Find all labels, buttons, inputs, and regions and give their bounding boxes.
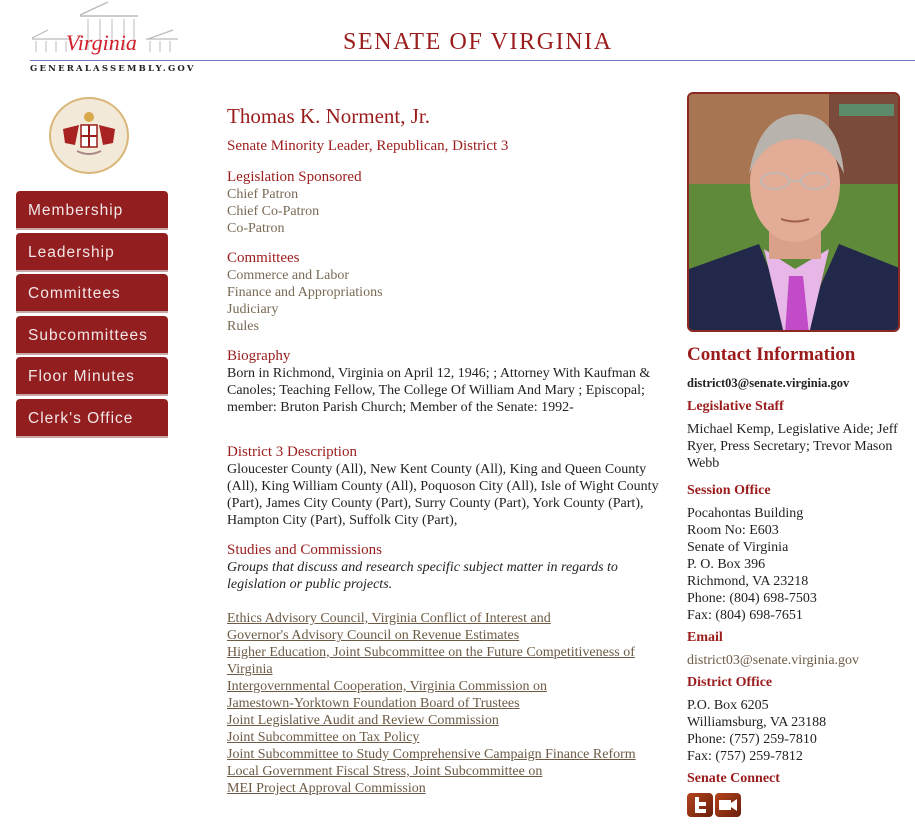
email-link[interactable]: district03@senate.virginia.gov [687, 653, 860, 668]
district-office-fax: Fax: (757) 259-7812 [687, 749, 803, 764]
contact-panel [687, 344, 912, 817]
nav-item-committees[interactable]: Committees [16, 274, 168, 313]
session-office-line: P. O. Box 396 [687, 557, 766, 572]
study-link[interactable]: Governor's Advisory Council on Revenue Estimates [227, 628, 520, 643]
member-name: Thomas K. Norment, Jr. [227, 104, 430, 128]
district-office-line: Williamsburg, VA 23188 [687, 715, 827, 730]
study-link[interactable]: Jamestown-Yorktown Foundation Board of Trustees [227, 696, 520, 711]
legislation-item: Co-Patron [227, 221, 285, 236]
social-links [687, 793, 912, 817]
session-office-line: Room No: E603 [687, 523, 779, 538]
session-office-line: Senate of Virginia [687, 540, 789, 555]
member-subtitle: Senate Minority Leader, Republican, District 3 [227, 138, 509, 154]
district-office-address [687, 697, 912, 765]
header-divider [30, 60, 915, 61]
session-office-fax: Fax: (804) 698-7651 [687, 608, 803, 623]
study-link[interactable]: Intergovernmental Cooperation, Virginia Commission on [227, 679, 547, 694]
studies-description: Groups that discuss and research specific subject matter in regards to legislation or public projects. [227, 560, 618, 592]
session-office-title: Session Office [687, 483, 771, 498]
sidebar-nav [16, 191, 168, 441]
capitol-building-icon [28, 0, 183, 64]
site-title: SENATE OF VIRGINIA [343, 29, 613, 55]
session-office-line: Richmond, VA 23218 [687, 574, 809, 589]
member-photo [687, 92, 900, 332]
session-office-line: Pocahontas Building [687, 506, 804, 521]
email-title: Email [687, 630, 723, 645]
studies-links [227, 610, 672, 797]
nav-item-subcommittees[interactable]: Subcommittees [16, 316, 168, 355]
biography-text: Born in Richmond, Virginia on April 12, 1946; ; Attorney With Kaufman & Canoles; Teaching Fellow, The College Of William And Mary ; Episcopal; member: Bruton Parish Church; Member of the Senate: 1992- [227, 366, 651, 415]
legislation-item: Chief Patron [227, 187, 299, 202]
studies-section [227, 541, 672, 797]
general-assembly-logo[interactable] [28, 0, 196, 78]
study-link[interactable]: Local Government Fiscal Stress, Joint Subcommittee on [227, 764, 543, 779]
nav-item-floor-minutes[interactable]: Floor Minutes [16, 357, 168, 396]
logo-domain-text: GENERALASSEMBLY.GOV [30, 64, 196, 74]
district-office-line: P.O. Box 6205 [687, 698, 769, 713]
twitter-icon[interactable] [687, 793, 713, 817]
committee-item: Commerce and Labor [227, 268, 350, 283]
committees-title: Committees [227, 250, 300, 266]
senate-connect-title: Senate Connect [687, 771, 780, 786]
committee-item: Rules [227, 319, 259, 334]
study-link[interactable]: MEI Project Approval Commission [227, 781, 426, 796]
nav-item-leadership[interactable]: Leadership [16, 233, 168, 272]
session-office-phone: Phone: (804) 698-7503 [687, 591, 817, 606]
senate-seal-icon [49, 97, 129, 174]
page-header [0, 0, 915, 80]
studies-title: Studies and Commissions [227, 542, 383, 558]
study-link[interactable]: Ethics Advisory Council, Virginia Conflict of Interest and [227, 611, 551, 626]
district-section [227, 443, 672, 529]
member-profile [227, 103, 672, 797]
legislation-section [227, 168, 672, 237]
biography-section [227, 347, 672, 416]
study-link[interactable]: Higher Education, Joint Subcommittee on the Future Competitiveness of Virginia [227, 645, 635, 677]
nav-item-clerks-office[interactable]: Clerk's Office [16, 399, 168, 438]
svg-text:Virginia: Virginia [66, 30, 137, 55]
contact-title: Contact Information [687, 344, 856, 365]
district-office-title: District Office [687, 675, 773, 690]
study-link[interactable]: Joint Legislative Audit and Review Commission [227, 713, 499, 728]
study-link[interactable]: Joint Subcommittee to Study Comprehensive Campaign Finance Reform [227, 747, 636, 762]
session-office-address [687, 505, 912, 624]
video-camera-icon[interactable] [715, 793, 741, 817]
contact-email-top: district03@senate.virginia.gov [687, 376, 850, 390]
committees-section [227, 249, 672, 335]
nav-item-membership[interactable]: Membership [16, 191, 168, 230]
legislation-item: Chief Co-Patron [227, 204, 320, 219]
committee-item: Finance and Appropriations [227, 285, 383, 300]
legislative-staff-text: Michael Kemp, Legislative Aide; Jeff Ryer, Press Secretary; Trevor Mason Webb [687, 422, 898, 471]
district-text: Gloucester County (All), New Kent County (All), King and Queen County (All), King William County (All), Poquoson City (All), Isle of Wight County (Part), James City County (Part), Surry County (Part), York County (Part), Hampton City (Part), Suffolk City (Part), [227, 462, 659, 528]
legislation-title: Legislation Sponsored [227, 169, 362, 185]
legislative-staff-title: Legislative Staff [687, 399, 784, 414]
committee-item: Judiciary [227, 302, 279, 317]
district-title: District 3 Description [227, 444, 357, 460]
biography-title: Biography [227, 348, 291, 364]
study-link[interactable]: Joint Subcommittee on Tax Policy [227, 730, 420, 745]
district-office-phone: Phone: (757) 259-7810 [687, 732, 817, 747]
